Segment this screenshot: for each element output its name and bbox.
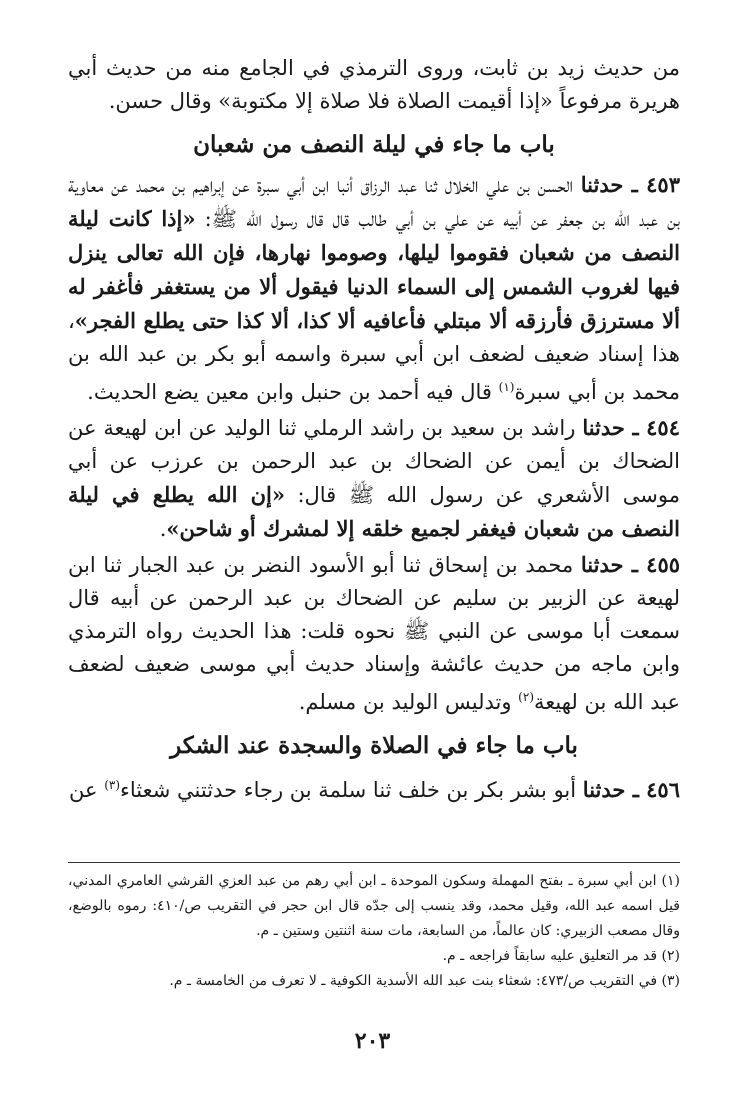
footnotes	[68, 862, 680, 994]
hadith-commentary: ، هذا إسناد ضعيف لضعف ابن أبي سبرة واسمه أبو بكر بن عبد الله بن محمد بن أبي سبرة	[68, 309, 680, 404]
footnote-3: (٣) في التقريب ص/٤٧٣: شعثاء بنت عبد الله الأسدية الكوفية ـ لا تعرف من الخامسة ـ م.	[169, 973, 680, 989]
hadith-number: ٤٥٦ ـ حدثنا	[582, 777, 680, 802]
hadith-quote: «إذا كانت ليلة النصف من شعبان فقوموا ليلها، وصوموا نهارها، فإن الله تعالى ينزل فيها لغروب الشمس إلى السماء الدنيا فيقول ألا من يستغفر فأغفر له ألا مسترزق فأرزقه ألا مبتلي فأعافيه ألا كذا، ألا كذا حتى يطلع الفجر»	[68, 206, 680, 333]
hadith-456	[68, 769, 680, 807]
hadith-chain: أبو بشر بكر بن خلف ثنا سلمة بن رجاء حدثتني شعثاء	[120, 778, 583, 802]
hadith-quote: «إن الله يطلع في ليلة النصف من شعبان فيغفر لجميع خلقه إلا لمشرك أو شاحن»	[68, 482, 680, 541]
hadith-chain: راشد بن سعيد بن راشد الرملي ثنا الوليد عن ابن لهيعة عن الضحاك بن أيمن عن الضحاك بن عبد الرحمن بن عرزب عن أبي موسى الأشعري عن رسول الله ﷺ قال:	[68, 416, 680, 507]
hadith-number: ٤٥٣ ـ حدثنا	[580, 172, 680, 197]
footnote-ref[interactable]: (١)	[498, 380, 515, 394]
footnote-ref[interactable]: (٣)	[104, 778, 121, 792]
hadith-number: ٤٥٥ ـ حدثنا	[580, 552, 681, 577]
hadith-commentary-end: وتدليس الوليد بن مسلم.	[298, 690, 519, 714]
footnote-2: (٢) قد مر التعليق عليه سابقاً فراجعه ـ م.	[442, 948, 680, 964]
hadith-455	[68, 548, 680, 719]
footnote-divider	[68, 862, 680, 863]
hadith-chain-end: عن	[68, 778, 105, 802]
hadith-number: ٤٥٤ ـ حدثنا	[582, 415, 680, 440]
section-heading-shaban: باب ما جاء في ليلة النصف من شعبان	[193, 131, 555, 158]
footnote-1: (١) ابن أبي سبرة ـ بفتح المهملة وسكون الموحدة ـ ابن أبي رهم من عبد العزي القرشي العامري المدني، قيل اسمه عبد الله، وقيل محمد، وقد ينسب إلى جدّه قال ابن حجر في التقريب ص/٤١٠: رموه بالوضع، وقال مصعب الزبيري: كان عالماً، من السابعة، مات سنة اثنتين وستين ـ م.	[68, 873, 680, 939]
page-number: ٢٠٣	[354, 1028, 391, 1054]
hadith-commentary-end: قال فيه أحمد بن حنبل وابن معين يضع الحديث.	[87, 380, 499, 404]
intro-paragraph: من حديث زيد بن ثابت، وروى الترمذي في الجامع منه من حديث أبي هريرة مرفوعاً «إذا أقيمت الصلاة فلا صلاة إلا مكتوبة» وقال حسن.	[68, 56, 680, 113]
footnote-ref[interactable]: (٢)	[518, 690, 534, 704]
page-body	[68, 52, 680, 807]
section-heading-shukr: باب ما جاء في الصلاة والسجدة عند الشكر	[170, 732, 578, 759]
hadith-end: .	[159, 517, 167, 541]
hadith-chain: الحسن بن علي الخلال ثنا عبد الرزاق أنبا ابن أبي سبرة عن إبراهيم بن محمد عن معاوية بن عبد الله بن جعفر عن أبيه عن علي بن أبي طالب قال قال رسول الله ﷺ:	[68, 173, 680, 231]
hadith-453	[68, 168, 680, 409]
hadith-454	[68, 411, 680, 546]
hadith-chain: محمد بن إسحاق ثنا أبو الأسود النضر بن عبد الجبار ثنا ابن لهيعة عن الزبير بن سليم عن الضحاك بن عبد الرحمن عن أبيه قال سمعت أبا موسى عن النبي ﷺ نحوه قلت: هذا الحديث رواه الترمذي وابن ماجه من حديث عائشة وإسناد حديث أبي موسى ضعيف لضعف عبد الله بن لهيعة	[68, 553, 680, 714]
